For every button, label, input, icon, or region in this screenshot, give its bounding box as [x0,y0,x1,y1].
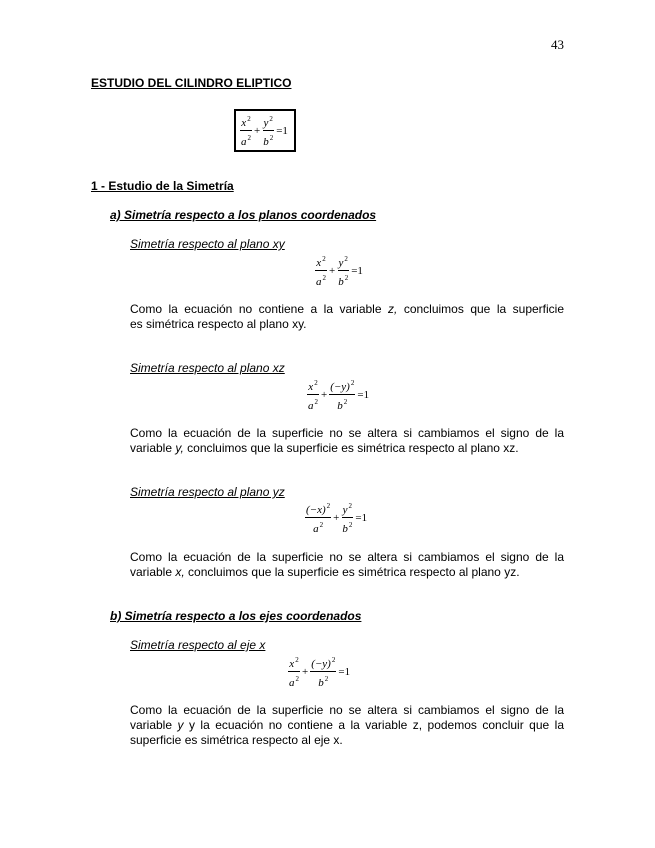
page-number: 43 [551,37,564,52]
fraction-x-over-a: $\frac{x^2}{a^2}$ [241,115,251,148]
main-equation: $\frac{x^2}{a^2}$ + $\frac{y^2}{b^2}$ =1 [234,109,296,152]
heading-plano-yz: Simetría respecto al plano yz [130,485,285,499]
equation-plano-xy: $\frac{x^2}{a^2}$ + $\frac{y^2}{b^2}$ =1 [316,255,363,288]
heading-plano-xz: Simetría respecto al plano xz [130,361,285,375]
paragraph-plano-xy: Como la ecuación no contiene a la variable z, concluimos que la superficie es simétrica respecto al plano xy. [130,302,565,331]
subsection-heading-planos: a) Simetría respecto a los planos coordenados [110,208,377,222]
heading-eje-x: Simetría respecto al eje x [130,638,266,652]
paragraph-plano-xz: Como la ecuación de la superficie no se altera si cambiamos el signo de la variable y, concluimos que la superficie es simétrica respecto al plano xz. [130,426,564,455]
equation-plano-xz: $\frac{x^2}{a^2}$ + $\frac{(-y)^2}{b^2}$ =1 [308,379,370,412]
fraction-y-over-b: $\frac{y^2}{b^2}$ [263,115,274,148]
paragraph-eje-x: Como la ecuación de la superficie no se altera si cambiamos el signo de la variable y y la ecuación no contiene a la variable z, podemos concluir que la superficie es simétrica respecto al eje x. [130,703,564,747]
heading-plano-xy: Simetría respecto al plano xy [130,237,285,251]
section-heading-simetria: 1 - Estudio de la Simetría [91,179,234,193]
document-title: ESTUDIO DEL CILINDRO ELIPTICO [91,76,292,90]
equation-plano-yz: $\frac{(-x)^2}{a^2}$ + $\frac{y^2}{b^2}$ =1 [306,502,368,535]
subsection-heading-ejes: b) Simetría respecto a los ejes coordenados [110,609,362,623]
equation-eje-x: $\frac{x^2}{a^2}$ + $\frac{(-y)^2}{b^2}$ =1 [289,656,351,689]
paragraph-plano-yz: Como la ecuación de la superficie no se altera si cambiamos el signo de la variable x, concluimos que la superficie es simétrica respecto al plano yz. [130,550,564,579]
